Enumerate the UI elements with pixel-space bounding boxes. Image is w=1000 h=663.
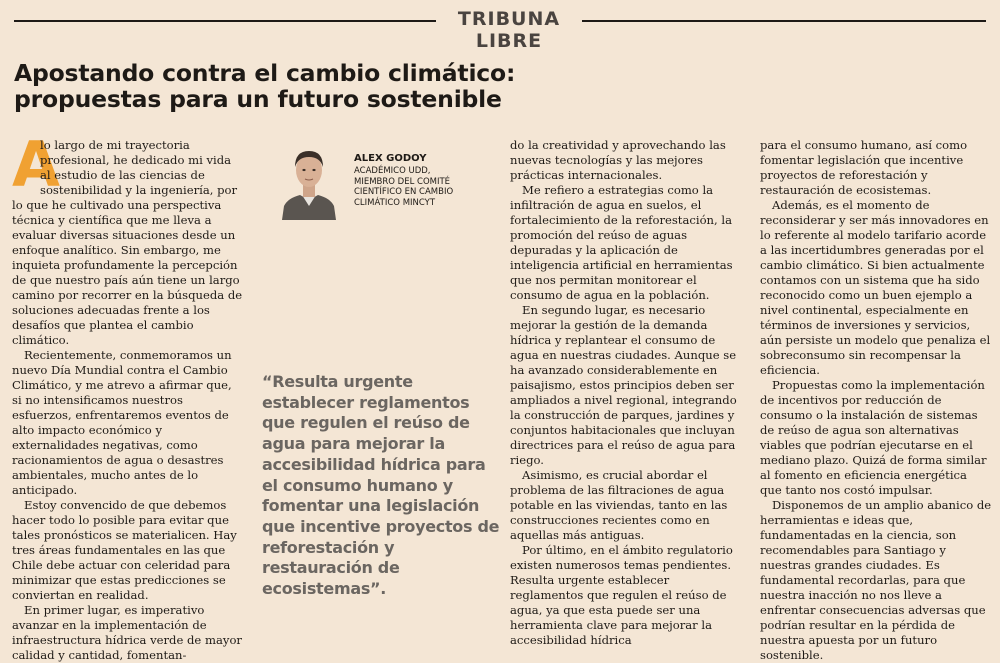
article-paragraph: do la creatividad y aprovechando las nuevas tecnologías y las mejores prácticas internacionales. bbox=[510, 138, 726, 182]
author-byline bbox=[354, 152, 494, 208]
author-name: ALEX GODOY bbox=[354, 153, 427, 164]
article-paragraph: En segundo lugar, es necesario mejorar la gestión de la demanda hídrica y replantear el consumo de agua en nuestras ciudades. Aunque se ha avanzado considerablemente en paisajismo, estos principios deben ser ampliados a nivel regional, integrando la construcción de parques, jardines y conjuntos habitacionales que incluyan directrices para el reúso de agua para riego. bbox=[510, 303, 737, 467]
author-role: ACADÉMICO UDD, MIEMBRO DEL COMITÉ CIENTÍFICO EN CAMBIO CLIMÁTICO MINCYT bbox=[354, 166, 454, 208]
article-paragraph: Disponemos de un amplio abanico de herramientas e ideas que, fundamentadas en la ciencia, son recomendables para Santiago y nuestras grandes ciudades. Es fundamental recordarlas, para que nuestra inacción no nos lleve a enfrentar consecuencias adversas que podrían resultar en la pérdida de nuestra apuesta por un futuro sostenible. bbox=[760, 498, 992, 662]
section-label: TRIBUNA LIBRE bbox=[457, 8, 561, 52]
author-portrait-icon bbox=[280, 140, 338, 220]
article-column-3 bbox=[510, 138, 742, 648]
article-column-4 bbox=[760, 138, 992, 663]
headline bbox=[14, 60, 574, 112]
article-paragraph: Me refiero a estrategias como la infiltración de agua en suelos, el fortalecimiento de la reforestación, la promoción del reúso de aguas depuradas y la aplicación de inteligencia artificial en herramientas que nos permitan monitorear el consumo de agua en la población. bbox=[510, 183, 733, 302]
article-paragraph: Estoy convencido de que debemos hacer todo lo posible para evitar que tales pronósticos se materialicen. Hay tres áreas fundamentales en las que Chile debe actuar con celeridad para minimizar que estas predicciones se conviertan en realidad. bbox=[12, 498, 237, 602]
article-paragraph: A lo largo de mi trayectoria profesional, he dedicado mi vida al estudio de las ciencias de sostenibilidad y la ingeniería, por lo que he cultivado una perspectiva técnica y científica que me lleva a evaluar diversas situaciones desde un enfoque analítico. Sin embargo, me inquieta profundamente la percepción de que nuestro país aún tiene un largo camino por recorrer en la búsqueda de soluciones adecuadas frente a los desafíos que plantea el cambio climático. bbox=[12, 128, 243, 347]
dropcap: A bbox=[12, 128, 60, 201]
headline-line-2: propuestas para un futuro sostenible bbox=[14, 85, 502, 113]
article-paragraph: Recientemente, conmemoramos un nuevo Día Mundial contra el Cambio Climático, y me atrevo a afirmar que, si no intensificamos nuestros esfuerzos, enfrentaremos eventos de alto impacto económico y externalidades negativas, como racionamientos de agua o desastres ambientales, mucho antes de lo anticipado. bbox=[12, 348, 232, 497]
headline-line-1: Apostando contra el cambio climático: bbox=[14, 59, 516, 87]
article-paragraph: Propuestas como la implementación de incentivos por reducción de consumo o la instalación de sistemas de reúso de agua son alternativas viables que podrían ejecutarse en el mediano plazo. Quizá de forma similar al fomento en eficiencia energética que tanto nos costó impulsar. bbox=[760, 378, 987, 497]
article-paragraph: para el consumo humano, así como fomentar legislación que incentive proyectos de reforestación y restauración de ecosistemas. bbox=[760, 138, 968, 197]
section-header bbox=[0, 8, 1000, 52]
article-paragraph: Asimismo, es crucial abordar el problema de las filtraciones de agua potable en las viviendas, tanto en las construcciones recientes como en aquellas más antiguas. bbox=[510, 468, 728, 542]
article-column-1 bbox=[12, 128, 244, 663]
article-paragraph: Por último, en el ámbito regulatorio existen numerosos temas pendientes. Resulta urgente establecer reglamentos que regulen el reúso de agua, ya que esta puede ser una herramienta clave para mejorar la accesibilidad hídrica bbox=[510, 543, 733, 647]
section-rule-right bbox=[582, 20, 986, 22]
article-paragraph: En primer lugar, es imperativo avanzar en la implementación de infraestructura hídrica verde de mayor calidad y cantidad, fomentan- bbox=[12, 603, 242, 662]
section-rule-left bbox=[14, 20, 436, 22]
pull-quote: “Resulta urgente establecer reglamentos que regulen el reúso de agua para mejorar la accesibilidad hídrica para el consumo humano y fomentar una legislación que incentive proyectos de reforestación y restauración de ecosistemas”. bbox=[262, 372, 500, 599]
article-paragraph: Además, es el momento de reconsiderar y ser más innovadores en lo referente al modelo tarifario acorde a las incertidumbres generadas por el cambio climático. Si bien actualmente contamos con un sistema que ha sido reconocido como un buen ejemplo a nivel continental, especialmente en términos de inversiones y servicios, aún persiste un modelo que penaliza el sobreconsumo sin recompensar la eficiencia. bbox=[760, 198, 991, 377]
